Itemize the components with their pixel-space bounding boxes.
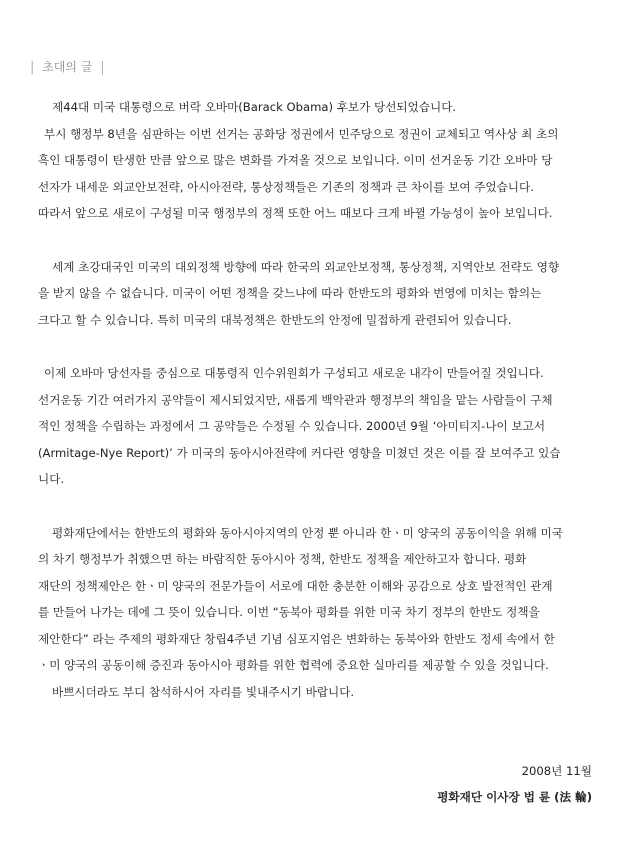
paragraph-line [38,94,592,121]
line-text: 평화재단에서는 한반도의 평화와 동아시아지역의 안정 뿐 아니라 한ㆍ미 양국의 공동이익을 위해 미국 [52,525,563,540]
line-text: 재단의 정책제안은 한ㆍ미 양국의 전문가들이 서로에 대한 충분한 이해와 공감으로 상호 발전적인 관계 [38,578,553,593]
paragraph-line [38,200,592,227]
line-text: 제안한다” 라는 주제의 평화재단 창립4주년 기념 심포지엄은 변화하는 동북아와 한반도 정세 속에서 한 [38,631,555,646]
paragraph-line [38,307,592,334]
paragraph-line [38,546,592,573]
paragraph-line [38,387,592,414]
letter-body [38,94,592,732]
paragraph-line [38,413,592,440]
paragraph-line [38,254,592,281]
line-text: 흑인 대통령이 탄생한 만큼 앞으로 많은 변화를 가져올 것으로 보입니다. 이미 선거운동 기간 오바마 당 [38,153,553,168]
paragraph-line [38,147,592,174]
line-text: 부시 행정부 8년을 심판하는 이번 선거는 공화당 정권에서 민주당으로 정권이 교체되고 역사상 최 초의 [44,126,559,141]
line-text: 바쁘시더라도 부디 참석하시어 자리를 빛내주시기 바랍니다. [52,685,355,700]
paragraph-line [38,121,592,148]
line-text: 을 받지 않을 수 없습니다. 미국이 어떤 정책을 갖느냐에 따라 한반도의 평화와 번영에 미치는 함의는 [38,286,542,301]
paragraph-election-result [38,94,592,227]
paragraph-line [38,679,592,706]
paragraph-line [38,280,592,307]
section-header [30,58,105,75]
line-text: 세계 초강대국인 미국의 대외정책 방향에 따라 한국의 외교안보정책, 통상정책, 지역안보 전략도 영향 [52,259,560,274]
paragraph-line [38,626,592,653]
paragraph-line [38,174,592,201]
line-text: 따라서 앞으로 새로이 구성될 미국 행정부의 정책 또한 어느 때보다 크게 바뀔 가능성이 높아 보입니다. [38,206,553,221]
header-title: 초대의 글 [42,60,93,74]
paragraph-line [38,440,592,467]
line-text: 제44대 미국 대통령으로 버락 오바마(Barack Obama) 후보가 당선되었습니다. [52,100,457,114]
signature-date: 2008년 11월 [521,764,592,778]
signature-name: 평화재단 이사장 법 륜 (法 輪) [437,790,592,804]
paragraph-transition [38,360,592,493]
line-text: 크다고 할 수 있습니다. 특히 미국의 대북정책은 한반도의 안정에 밀접하게 관련되어 있습니다. [38,312,512,327]
paragraph-foundation-proposal [38,520,592,706]
line-text: ㆍ미 양국의 공동이해 증진과 동아시아 평화를 위한 협력에 중요한 실마리를 제공할 수 있을 것입니다. [38,658,549,673]
line-text: 이제 오바마 당선자를 중심으로 대통령직 인수위원회가 구성되고 새로운 내각이 만들어질 것입니다. [44,365,544,380]
paragraph-line [38,360,592,387]
paragraph-line [38,652,592,679]
paragraph-line [38,520,592,547]
header-left-bar: | [30,60,35,75]
paragraph-line [38,573,592,600]
line-text: 선거운동 기간 여러가지 공약들이 제시되었지만, 새롭게 백악관과 행정부의 책임을 맡는 사람들이 구체 [38,392,553,407]
paragraph-line [38,466,592,493]
line-text: 니다. [38,472,65,487]
paragraph-foreign-policy [38,254,592,334]
line-text: 의 차기 행정부가 취했으면 하는 바람직한 동아시아 정책, 한반도 정책을 제안하고자 합니다. 평화 [38,552,527,567]
line-text: 적인 정책을 수립하는 과정에서 그 공약들은 수정될 수 있습니다. 2000년 9월 ‘아미티지-나이 보고서 [38,419,546,434]
header-right-bar: | [100,60,105,75]
line-text: (Armitage-Nye Report)’ 가 미국의 동아시아전략에 커다란 영향을 미쳤던 것은 이를 잘 보여주고 있습 [38,445,561,460]
line-text: 를 만들어 나가는 데에 그 뜻이 있습니다. 이번 “동북아 평화를 위한 미국 차기 정부의 한반도 정책을 [38,605,540,620]
paragraph-line [38,599,592,626]
line-text: 선자가 내세운 외교안보전략, 아시아전략, 통상정책들은 기존의 정책과 큰 차이를 보여 주었습니다. [38,179,534,194]
